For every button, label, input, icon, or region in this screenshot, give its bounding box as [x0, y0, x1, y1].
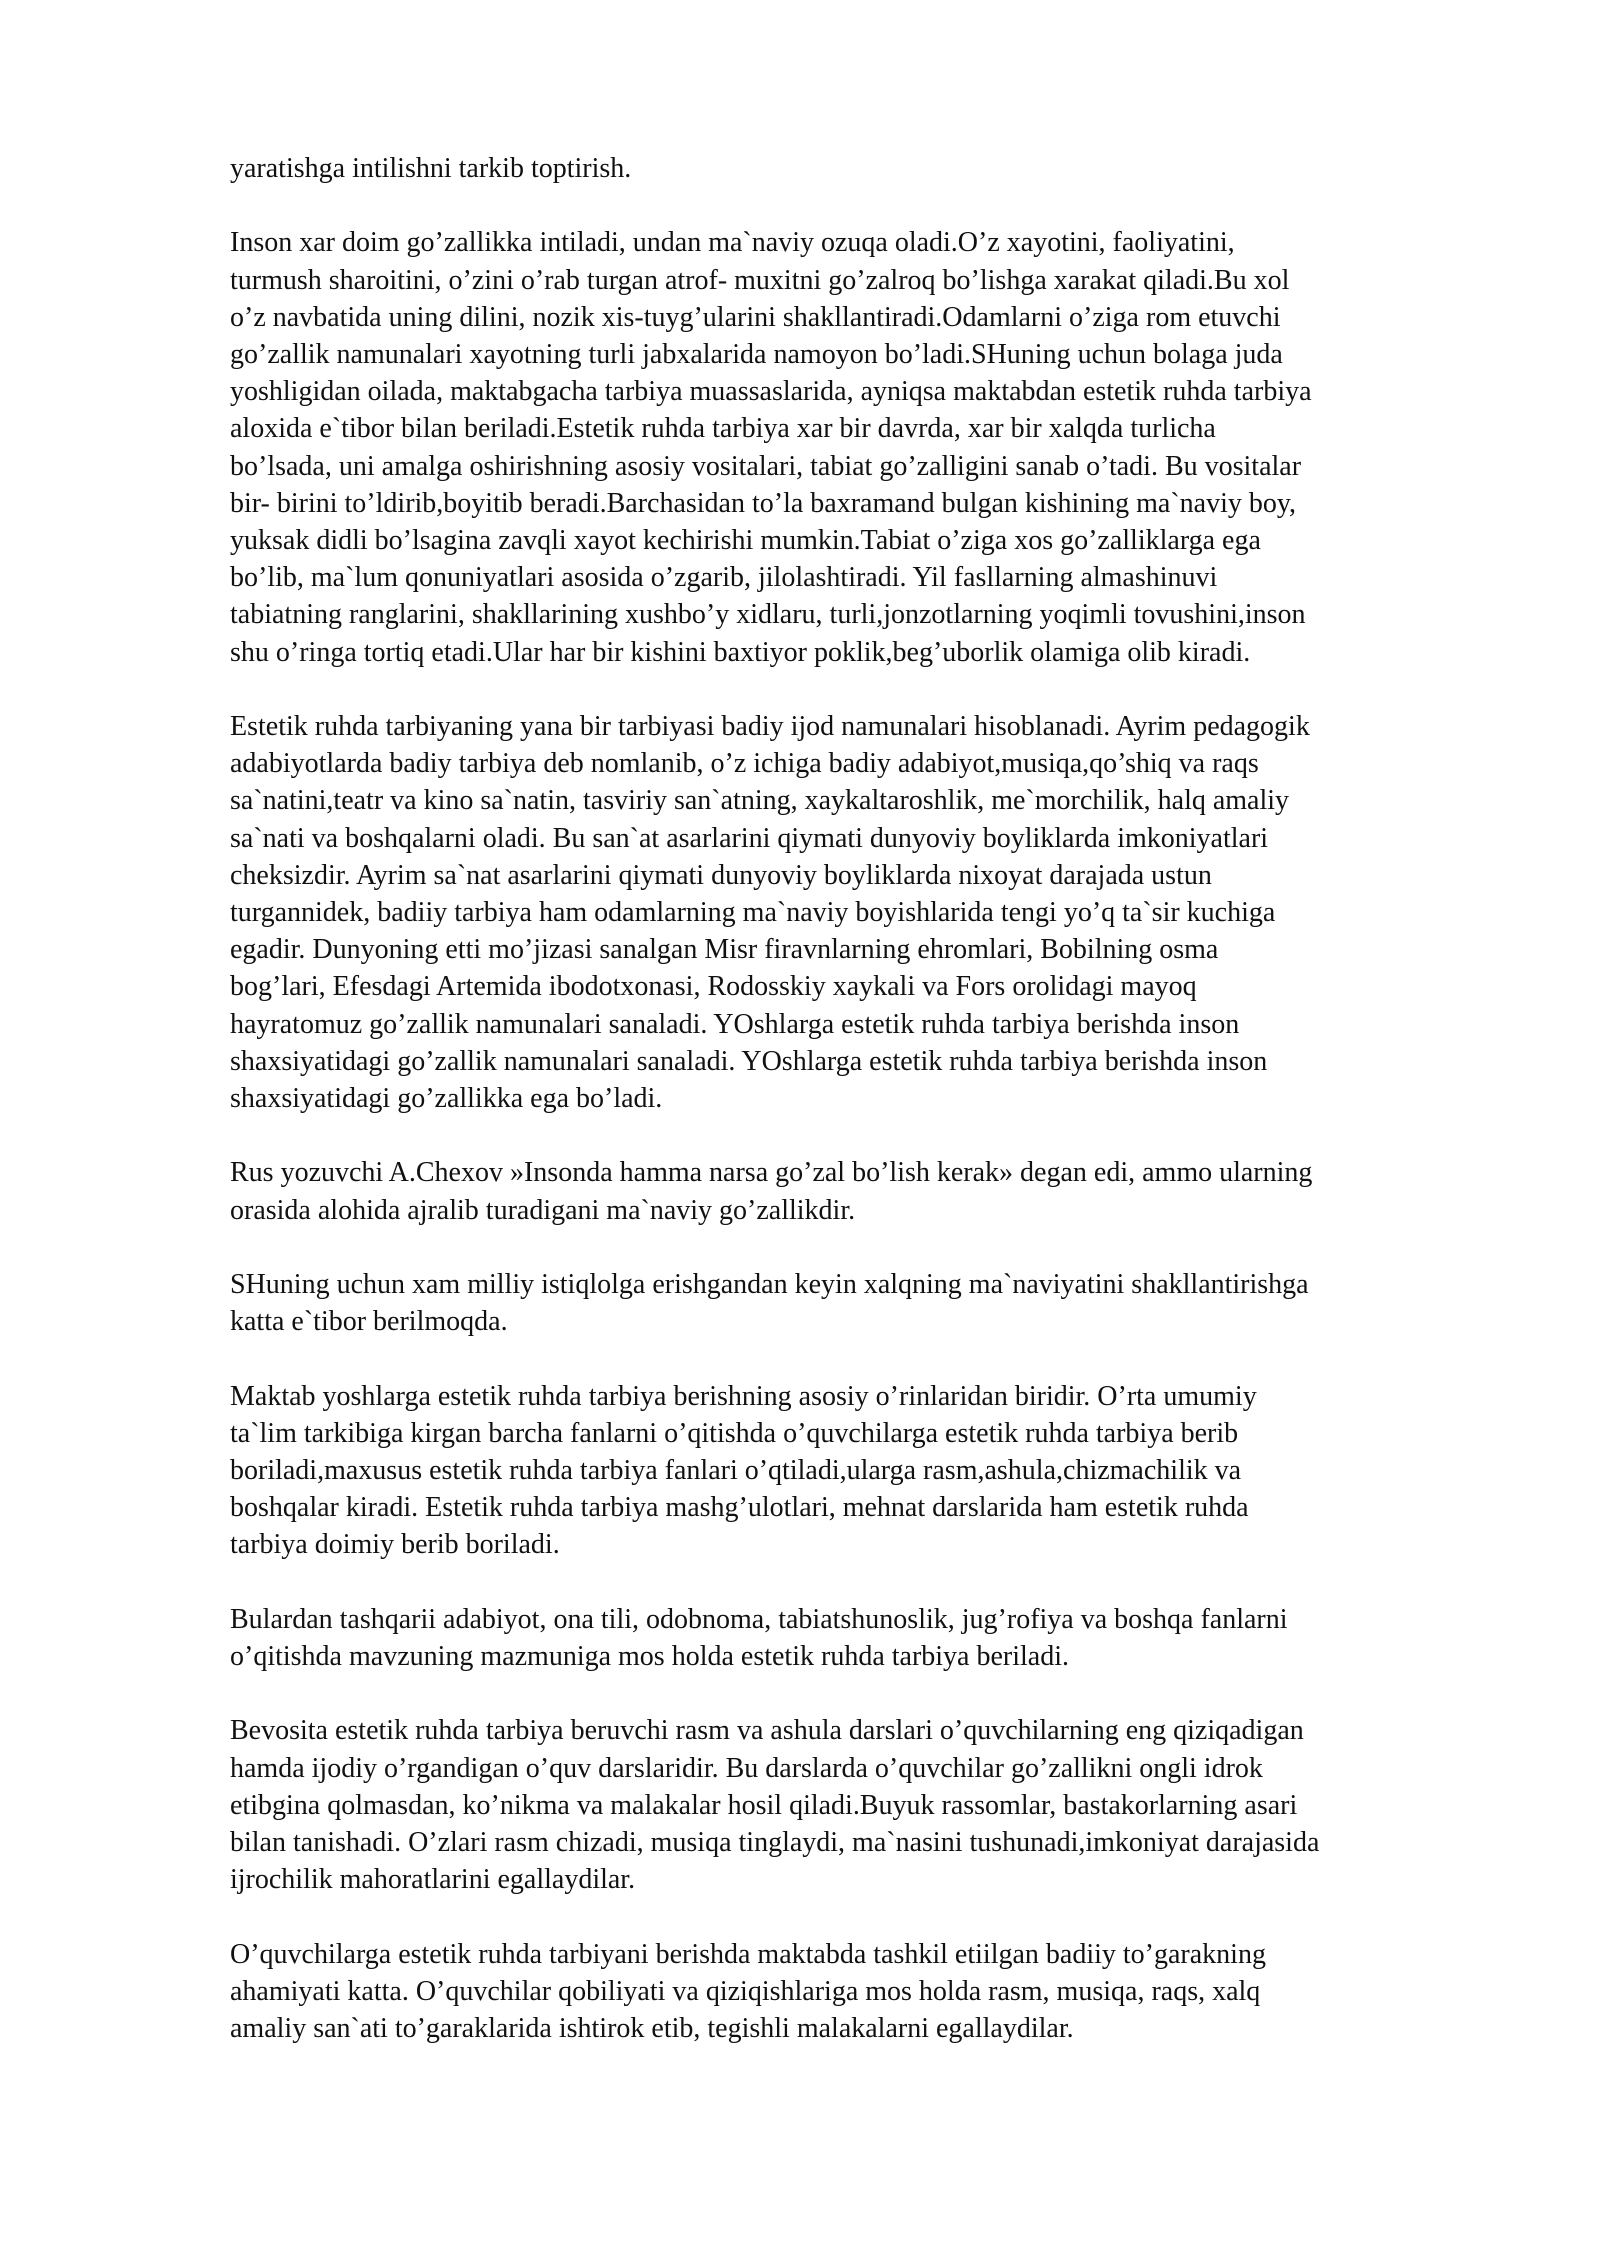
text-line: Estetik ruhda tarbiyaning yana bir tarbiyasi badiy ijod namunalari hisoblanadi. Ayrim pedagogik	[230, 711, 1310, 743]
paragraph	[230, 1712, 1500, 1898]
text-line: cheksizdir. Ayrim sa`nat asarlarini qiymati dunyoviy boyliklarda nixoyat darajada ustun	[230, 859, 1212, 891]
paragraph	[230, 150, 1500, 187]
text-line: sa`natini,teatr va kino sa`natin, tasviriy san`atning, xaykaltaroshlik, me`morchilik, halq amaliy	[230, 785, 1290, 817]
text-line: bog’lari, Efesdagi Artemida ibodotxonasi, Rodosskiy xaykali va Fors orolidagi mayoq	[230, 971, 1197, 1003]
paragraph	[230, 1378, 1500, 1564]
text-line: bo’lsada, uni amalga oshirishning asosiy vositalari, tabiat go’zalligini sanab o’tadi. Bu vositalar	[230, 450, 1302, 482]
text-line: orasida alohida ajralib turadigani ma`naviy go’zallikdir.	[230, 1194, 856, 1226]
document-body	[230, 150, 1500, 2047]
text-line: o’qitishda mavzuning mazmuniga mos holda estetik ruhda tarbiya beriladi.	[230, 1641, 1070, 1673]
paragraph	[230, 224, 1500, 670]
text-line: ijrochilik mahoratlarini egallaydilar.	[230, 1864, 636, 1896]
paragraph	[230, 1154, 1500, 1228]
text-line: yaratishga intilishni tarkib toptirish.	[230, 153, 632, 184]
text-line: turgannidek, badiiy tarbiya ham odamlarning ma`naviy boyishlarida tengi yo’q ta`sir kuchiga	[230, 897, 1276, 929]
paragraph	[230, 708, 1500, 1117]
text-line: O’quvchilarga estetik ruhda tarbiyani berishda maktabda tashkil etiilgan badiiy to’garakning	[230, 1938, 1266, 1970]
paragraph	[230, 1936, 1500, 2048]
text-line: hayratomuz go’zallik namunalari sanaladi. YOshlarga estetik ruhda tarbiya berishda inson	[230, 1008, 1240, 1040]
text-line: SHuning uchun xam milliy istiqlolga erishgandan keyin xalqning ma`naviyatini shakllantirishga	[230, 1269, 1309, 1301]
text-line: Bulardan tashqarii adabiyot, ona tili, odobnoma, tabiatshunoslik, jug’rofiya va boshqa fanlarni	[230, 1603, 1288, 1635]
text-line: ta`lim tarkibiga kirgan barcha fanlarni o’qitishda o’quvchilarga estetik ruhda tarbiya berib	[230, 1417, 1239, 1449]
text-line: tarbiya doimiy berib boriladi.	[230, 1529, 560, 1561]
text-line: yoshligidan oilada, maktabgacha tarbiya muassaslarida, ayniqsa maktabdan estetik ruhda tarbiya	[230, 376, 1312, 408]
text-line: katta e`tibor berilmoqda.	[230, 1306, 508, 1338]
text-line: hamda ijodiy o’rgandigan o’quv darslaridir. Bu darslarda o’quvchilar go’zallikni ongli idrok	[230, 1752, 1263, 1784]
paragraph	[230, 1601, 1500, 1675]
text-line: boriladi,maxusus estetik ruhda tarbiya fanlari o’qtiladi,ularga rasm,ashula,chizmachilik va	[230, 1455, 1242, 1487]
text-line: sa`nati va boshqalarni oladi. Bu san`at asarlarini qiymati dunyoviy boyliklarda imkoniyatlari	[230, 822, 1269, 854]
text-line: Inson xar doim go’zallikka intiladi, undan ma`naviy ozuqa oladi.O’z xayotini, faoliyatini,	[230, 227, 1235, 259]
text-line: boshqalar kiradi. Estetik ruhda tarbiya mashg’ulotlari, mehnat darslarida ham estetik ruhda	[230, 1492, 1249, 1524]
text-line: bir- birini to’ldirib,boyitib beradi.Barchasidan to’la baxramand bulgan kishining ma`naviy boy,	[230, 487, 1297, 519]
text-line: yuksak didli bo’lsagina zavqli xayot kechirishi mumkin.Tabiat o’ziga xos go’zalliklarga ega	[230, 525, 1261, 557]
text-line: bilan tanishadi. O’zlari rasm chizadi, musiqa tinglaydi, ma`nasini tushunadi,imkoniyat darajasida	[230, 1827, 1320, 1859]
text-line: bo’lib, ma`lum qonuniyatlari asosida o’zgarib, jilolashtiradi. Yil fasllarning almashinuvi	[230, 562, 1218, 594]
text-line: egadir. Dunyoning etti mo’jizasi sanalgan Misr firavnlarning ehromlari, Bobilning osma	[230, 934, 1219, 966]
text-line: shu o’ringa tortiq etadi.Ular har bir kishini baxtiyor poklik,beg’uborlik olamiga olib kiradi.	[230, 636, 1251, 668]
text-line: o’z navbatida uning dilini, nozik xis-tuyg’ularini shakllantiradi.Odamlarni o’ziga rom etuvchi	[230, 301, 1281, 333]
text-line: amaliy san`ati to’garaklarida ishtirok etib, tegishli malakalarni egallaydilar.	[230, 2013, 1074, 2045]
text-line: Bevosita estetik ruhda tarbiya beruvchi rasm va ashula darslari o’quvchilarning eng qiziqadigan	[230, 1715, 1304, 1747]
text-line: aloxida e`tibor bilan beriladi.Estetik ruhda tarbiya xar bir davrda, xar bir xalqda turlicha	[230, 413, 1216, 445]
text-line: ahamiyati katta. O’quvchilar qobiliyati va qiziqishlariga mos holda rasm, musiqa, raqs, xalq	[230, 1975, 1261, 2007]
text-line: Rus yozuvchi A.Chexov »Insonda hamma narsa go’zal bo’lish kerak» degan edi, ammo ularning	[230, 1157, 1313, 1189]
text-line: shaxsiyatidagi go’zallik namunalari sanaladi. YOshlarga estetik ruhda tarbiya berishda inson	[230, 1045, 1268, 1077]
text-line: tabiatning ranglarini, shakllarining xushbo’y xidlaru, turli,jonzotlarning yoqimli tovushini,inson	[230, 599, 1306, 631]
text-line: turmush sharoitini, o’zini o’rab turgan atrof- muxitni go’zalroq bo’lishga xarakat qiladi.Bu xol	[230, 264, 1290, 296]
text-line: Maktab yoshlarga estetik ruhda tarbiya berishning asosiy o’rinlaridan biridir. O’rta umumiy	[230, 1380, 1257, 1412]
paragraph	[230, 1266, 1500, 1340]
text-line: adabiyotlarda badiy tarbiya deb nomlanib, o’z ichiga badiy adabiyot,musiqa,qo’shiq va raqs	[230, 748, 1259, 780]
text-line: shaxsiyatidagi go’zallikka ega bo’ladi.	[230, 1083, 663, 1115]
text-line: go’zallik namunalari xayotning turli jabxalarida namoyon bo’ladi.SHuning uchun bolaga juda	[230, 339, 1283, 370]
text-line: etibgina qolmasdan, ko’nikma va malakalar hosil qiladi.Buyuk rassomlar, bastakorlarning asari	[230, 1789, 1298, 1821]
